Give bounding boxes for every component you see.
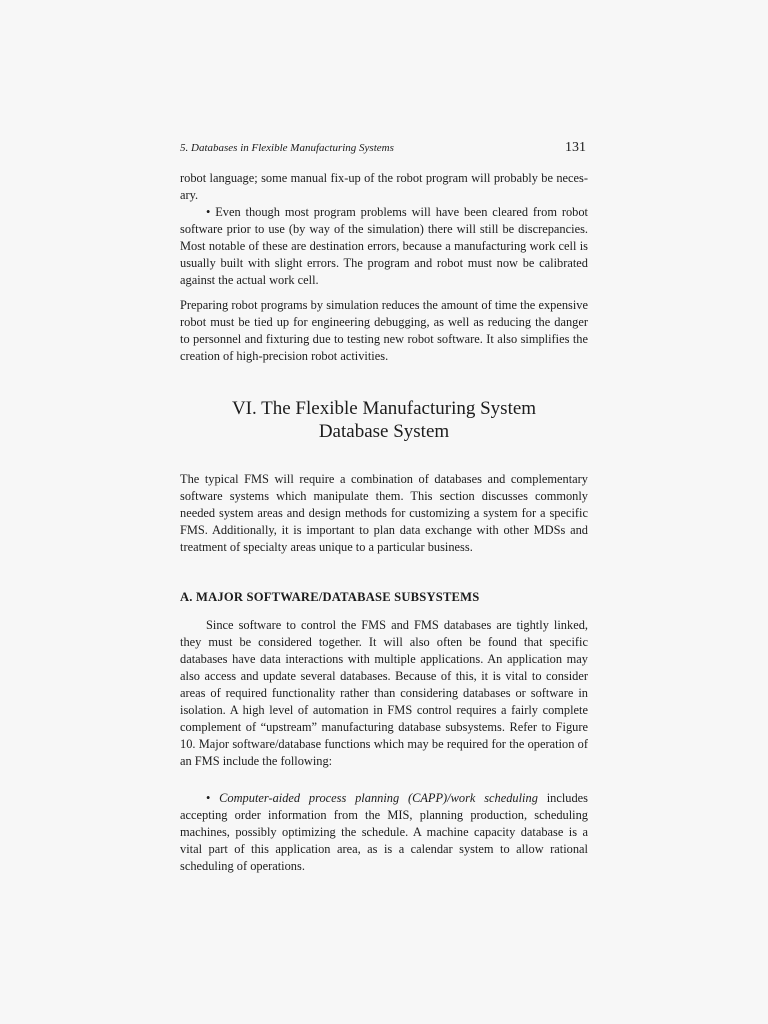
subsection-heading: A. MAJOR SOFTWARE/DATABASE SUBSYSTEMS <box>180 590 480 604</box>
page-body <box>180 170 588 875</box>
paragraph-continued: robot language; some manual fix-up of the robot program will probably be neces-ary. <box>180 171 588 202</box>
bullet-mark: • <box>206 791 220 805</box>
section-heading-line2: Database System <box>318 421 450 442</box>
capp-description: includes accepting order information from the MIS, planning production, scheduling machines, possibly optimizing the schedule. A machine capacity database is a vital part of this application area, as is a calendar system to allow rational scheduling of operations. <box>180 791 588 873</box>
paragraph-software-databases: Since software to control the FMS and FMS databases are tightly linked, they must be considered together. It will also often be found that specific databases have data interactions with multiple applications. An application may also access and update several databases. Because of this, it is vital to consider areas of required functionality rather than considering databases or software in isolation. A high level of automation in FMS control requires a fairly complete complement of “upstream” manufacturing database subsystems. Refer to Figure 10. Major software/database functions which may be required for the operation of an FMS include the following: <box>180 618 588 768</box>
running-head-title: 5. Databases in Flexible Manufacturing Systems <box>180 142 394 154</box>
capp-term: Computer-aided process planning (CAPP)/work scheduling <box>219 791 538 805</box>
bullet-paragraph-discrepancies: • Even though most program problems will have been cleared from robot software prior to use (by way of the simulation) there will still be discrepancies. Most notable of these are destination errors, because a manufacturing work cell is usually built with slight errors. The program and robot must now be calibrated against the actual work cell. <box>180 205 588 287</box>
section-heading-line1: VI. The Flexible Manufacturing System <box>231 398 537 419</box>
bullet-paragraph-capp <box>180 790 588 875</box>
section-heading <box>180 397 588 443</box>
paragraph-simulation-benefits: Preparing robot programs by simulation reduces the amount of time the expensive robot must be tied up for engineering debugging, as well as reducing the danger to personnel and fixturing due to testing new robot software. It also simplifies the creation of high-precision robot activities. <box>180 298 588 363</box>
running-head <box>180 140 586 156</box>
page-number: 131 <box>565 140 586 155</box>
paragraph-typical-fms: The typical FMS will require a combination of databases and complementary software systems which manipulate them. This section discusses commonly needed system areas and design methods for customizing a system for a specific FMS. Additionally, it is important to plan data exchange with other MDSs and treatment of specialty areas unique to a particular business. <box>180 472 588 554</box>
